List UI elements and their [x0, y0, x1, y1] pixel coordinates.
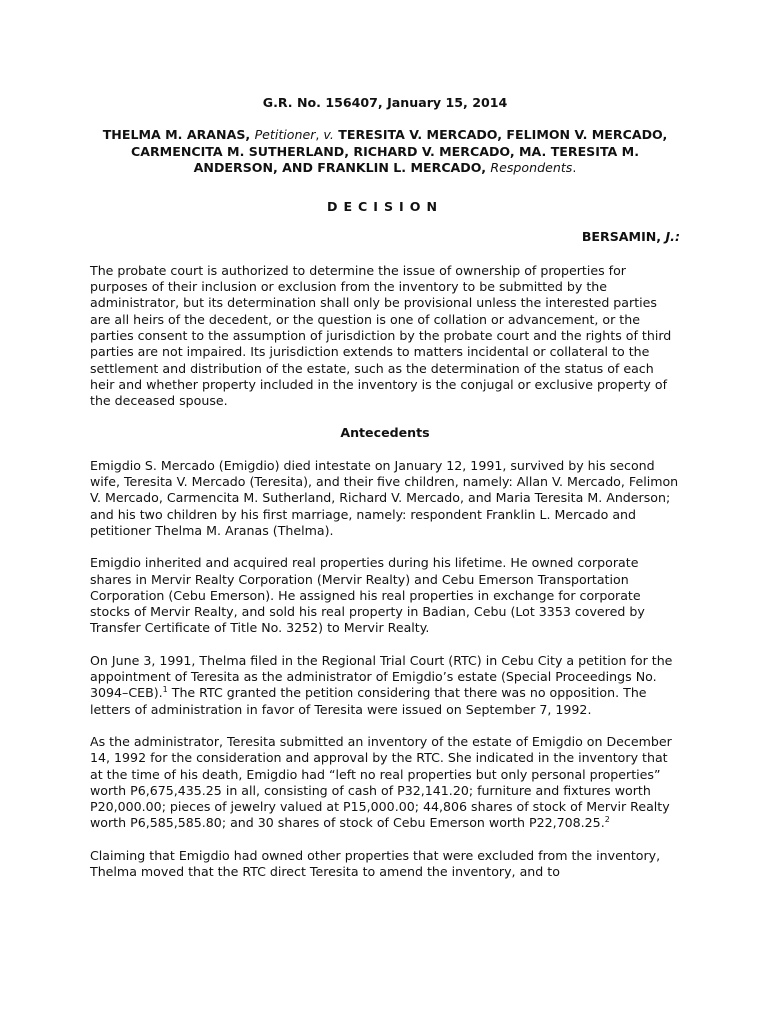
document-page	[90, 86, 680, 880]
ponente-name: BERSAMIN,	[581, 229, 662, 245]
petitioner-role: Petitioner	[254, 127, 316, 143]
syllabus-paragraph: The probate court is authorized to determine the issue of ownership of properties for purposes of their inclusion or exclusion from the inventory to be submitted by the administrator, but its determination shall only be provisional unless the interested parties are all heirs of the decedent, or the question is one of collation or advancement, or the parties consent to the assumption of jurisdiction by the probate court and the rights of third parties are not impaired. Its jurisdiction extends to matters incidental or collateral to the settlement and distribution of the estate, such as the determination of the status of each heir and whether property included in the inventory is the conjugal or exclusive property of the deceased spouse.	[90, 262, 672, 409]
ponente	[90, 229, 680, 245]
paragraph-1: Emigdio S. Mercado (Emigdio) died intestate on January 12, 1991, survived by his second wife, Teresita V. Mercado (Teresita), and their five children, namely: Allan V. Mercado, Felimon V. Mercado, Carmencita M. Sutherland, Richard V. Mercado, and Maria Teresita M. Anderson; and his two children by his first marriage, namely: respondent Franklin L. Mercado and petitioner Thelma M. Aranas (Thelma).	[90, 457, 679, 538]
respondents-names: TERESITA V. MERCADO, FELIMON V. MERCADO, CARMENCITA M. SUTHERLAND, RICHARD V. MERCADO, MA. TERESITA M. ANDERSON, AND FRANKLIN L. MERCADO	[131, 127, 668, 175]
decision-heading: DECISION	[327, 199, 443, 215]
paragraph-3	[90, 653, 680, 718]
paragraph-4-text: As the administrator, Teresita submitted an inventory of the estate of Emigdio on December 14, 1992 for the consideration and approval by the RTC. She indicated in the inventory that at the time of his death, Emigdio had “left no real properties but only personal properties” worth P6,675,435.25 in all, consisting of cash of P32,141.20; furniture and fixtures worth P20,000.00; pieces of jewelry valued at P15,000.00; 44,806 shares of stock of Mervir Realty worth P6,585,585.80; and 30 shares of stock of Cebu Emerson worth P22,708.25.	[90, 733, 672, 831]
paragraph-4	[90, 734, 680, 832]
paragraph-3-text-a: On June 3, 1991, Thelma filed in the Regional Trial Court (RTC) in Cebu City a petition for the appointment of Teresita as the administrator of Emigdio’s estate (Special Proceedings No. 3094–CEB).	[90, 652, 673, 701]
paragraph-3-text-b: The RTC granted the petition considering that there was no opposition. The letters of administration in favor of Teresita were issued on September 7, 1992.	[90, 685, 647, 717]
paragraph-2: Emigdio inherited and acquired real properties during his lifetime. He owned corporate shares in Mervir Realty Corporation (Mervir Realty) and Cebu Emerson Transportation Corporation (Cebu Emerson). He assigned his real properties in exchange for corporate stocks of Mervir Realty, and sold his real property in Badian, Cebu (Lot 3353 covered by Transfer Certificate of Title No. 3252) to Mervir Realty.	[90, 555, 645, 636]
petitioner-name: THELMA M. ARANAS	[102, 127, 246, 143]
versus: v.	[323, 127, 334, 143]
respondents-role: Respondents	[490, 159, 573, 175]
paragraph-5: Claiming that Emigdio had owned other properties that were excluded from the inventory, Thelma moved that the RTC direct Teresita to amend the inventory, and to	[90, 847, 661, 879]
footnote-ref-1[interactable]: 1	[162, 685, 168, 695]
case-number: G.R. No. 156407, January 15, 2014	[262, 95, 508, 110]
footnote-ref-2[interactable]: 2	[604, 815, 610, 825]
antecedents-heading: Antecedents	[340, 425, 430, 441]
case-parties: THELMA M. ARANAS, Petitioner, v. TERESITA V. MERCADO, FELIMON V. MERCADO, CARMENCITA M. SUTHERLAND, RICHARD V. MERCADO, MA. TERESITA M. ANDERSON, AND FRANKLIN L. MERCADO, Respondents.	[102, 127, 668, 175]
ponente-title: J.:	[665, 229, 680, 245]
